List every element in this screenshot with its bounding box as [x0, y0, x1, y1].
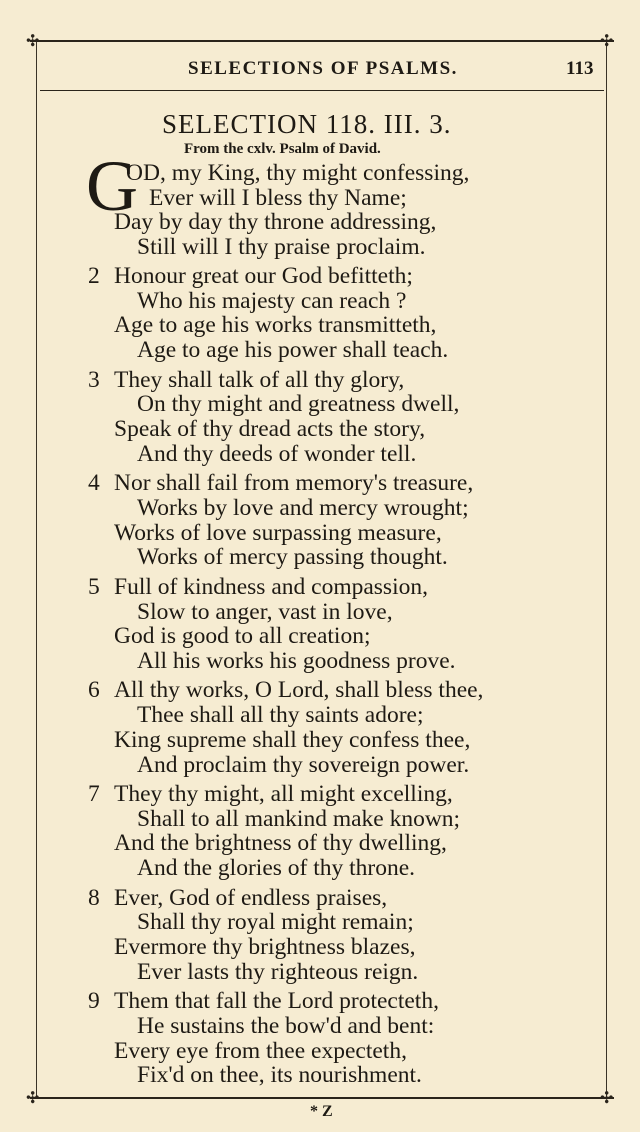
stanza-number: 7	[88, 781, 100, 807]
stanza-number: 3	[88, 366, 100, 393]
corner-ornament-icon: ✣	[26, 1088, 40, 1107]
verse-line: Ever will I bless thy Name;	[149, 185, 407, 211]
verse-line: Ever lasts thy righteous reign.	[137, 958, 419, 985]
stanza-number: 9	[88, 988, 100, 1015]
verse-line: Works by love and mercy wrought;	[137, 494, 469, 521]
verse-line: Age to age his works transmitteth,	[114, 312, 437, 339]
verse-line: OD, my King, thy might confessing,	[126, 160, 470, 186]
verse-line: He sustains the bow'd and bent:	[137, 1012, 435, 1039]
corner-ornament-icon: ✣	[600, 31, 614, 50]
corner-ornament-icon: ✣	[600, 1088, 614, 1107]
verse-line: Day by day thy throne addressing,	[114, 209, 437, 235]
signature-mark: * Z	[310, 1103, 333, 1120]
verse-line: All thy works, O Lord, shall bless thee,	[114, 677, 484, 704]
verse-line: Speak of thy dread acts the story,	[114, 416, 426, 442]
stanza-number: 2	[88, 263, 100, 289]
page-number: 113	[566, 58, 594, 79]
verse-line: And the brightness of thy dwelling,	[114, 830, 447, 857]
verse-line: Honour great our God befitteth;	[114, 263, 413, 289]
verse-line: They thy might, all might excelling,	[114, 781, 453, 807]
verse-line: God is good to all creation;	[114, 623, 371, 650]
verse-line: And thy deeds of wonder tell.	[137, 440, 417, 467]
verse-line: Works of mercy passing thought.	[137, 544, 448, 571]
header-rule	[40, 90, 604, 91]
verse-line: Works of love surpassing measure,	[114, 519, 442, 546]
verse-line: Fix'd on thee, its nourishment.	[137, 1062, 422, 1089]
stanza-number: 5	[88, 573, 100, 600]
verse-line: Shall thy royal might remain;	[137, 909, 414, 936]
verse-line: Still will I thy praise proclaim.	[137, 234, 426, 260]
right-border-line	[606, 40, 607, 1098]
verse-line: Thee shall all thy saints adore;	[137, 702, 424, 729]
verse-line: On thy might and greatness dwell,	[137, 391, 460, 418]
verse-line: King supreme shall they confess thee,	[114, 726, 471, 753]
top-border-rule	[30, 40, 614, 42]
verse-line: Age to age his power shall teach.	[137, 337, 449, 364]
stanza-number: 4	[88, 470, 100, 497]
verse-line: Ever, God of endless praises,	[114, 884, 388, 911]
bottom-border-rule	[30, 1097, 614, 1099]
verse-line: Full of kindness and compassion,	[114, 573, 428, 600]
verse-line: Them that fall the Lord protecteth,	[114, 988, 439, 1015]
selection-subtitle: From the cxlv. Psalm of David.	[184, 141, 381, 157]
verse-line: Shall to all mankind make known;	[137, 805, 461, 832]
verse-line: All his works his goodness prove.	[137, 647, 456, 674]
verse-line: Slow to anger, vast in love,	[137, 598, 393, 625]
selection-title: SELECTION 118. III. 3.	[162, 109, 452, 139]
verse-line: Nor shall fail from memory's treasure,	[114, 470, 474, 497]
corner-ornament-icon: ✣	[26, 31, 40, 50]
verse-line: Evermore thy brightness blazes,	[114, 934, 416, 960]
verse-line: And the glories of thy throne.	[137, 855, 416, 882]
left-border-line	[36, 40, 37, 1098]
stanza-number: 8	[88, 884, 100, 911]
verse-line: They shall talk of all thy glory,	[114, 366, 405, 393]
stanza-number: 6	[88, 677, 100, 704]
running-head: SELECTIONS OF PSALMS.	[188, 58, 458, 79]
verse-line: Who his majesty can reach ?	[137, 287, 407, 314]
drop-capital: G	[86, 146, 138, 226]
verse-line: And proclaim thy sovereign power.	[137, 751, 470, 778]
verse-line: Every eye from thee expecteth,	[114, 1037, 407, 1064]
